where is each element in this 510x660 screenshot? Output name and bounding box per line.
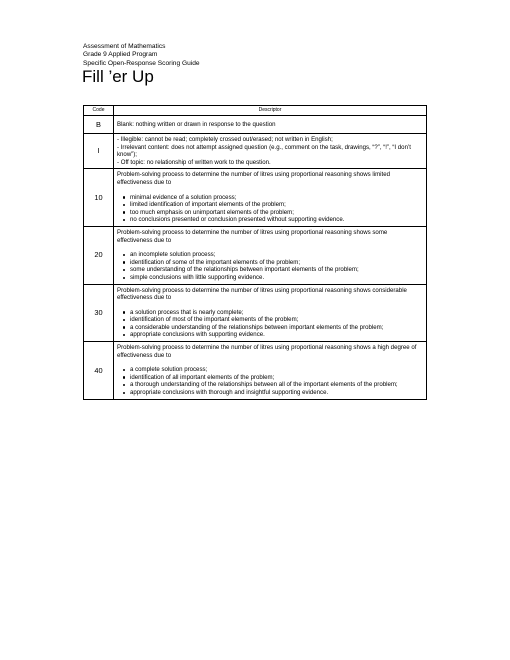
- criteria-item: identification of all important elements of the problem;: [130, 374, 423, 382]
- header-assessment: Assessment of Mathematics: [83, 43, 166, 50]
- score-code: 20: [84, 226, 114, 284]
- table-row: [84, 116, 427, 134]
- criteria-item: appropriate conclusions with supporting evidence.: [130, 331, 423, 339]
- descriptor-cell: [114, 169, 427, 227]
- criteria-item: identification of some of the important elements of the problem;: [130, 259, 423, 267]
- criteria-list: [117, 194, 423, 224]
- column-header-code: Code: [84, 106, 114, 116]
- table-row: [84, 169, 427, 227]
- table-row: [84, 134, 427, 169]
- criteria-item: appropriate conclusions with thorough and insightful supporting evidence.: [130, 389, 423, 397]
- criteria-list: [117, 309, 423, 339]
- descriptor-cell: [114, 342, 427, 400]
- descriptor-cell: [114, 134, 427, 169]
- descriptor-line: Blank: nothing written or drawn in response to the question: [117, 120, 276, 128]
- descriptor-cell: [114, 226, 427, 284]
- descriptor-line: - Illegible: cannot be read; completely crossed out/erased; not written in English;: [117, 136, 333, 143]
- header-grade: Grade 9 Applied Program: [83, 51, 158, 59]
- descriptor-cell: [114, 284, 427, 342]
- header-guide-type: Specific Open-Response Scoring Guide: [83, 59, 200, 67]
- criteria-item: some understanding of the relationships between important elements of the problem;: [130, 266, 423, 274]
- criteria-item: a solution process that is nearly complete;: [130, 309, 423, 317]
- criteria-item: simple conclusions with little supporting evidence.: [130, 274, 423, 282]
- criteria-item: limited identification of important elements of the problem;: [130, 201, 423, 209]
- table-header-row: [84, 106, 427, 116]
- criteria-list: [117, 366, 423, 396]
- score-code: I: [84, 134, 114, 169]
- criteria-list: [117, 251, 423, 281]
- descriptor-intro: Problem-solving process to determine the number of litres using proportional reasoning shows considerable effectiveness due to: [117, 286, 407, 302]
- criteria-item: a considerable understanding of the relationships between important elements of the problem;: [130, 324, 423, 332]
- score-code: 30: [84, 284, 114, 342]
- descriptor-intro: Problem-solving process to determine the number of litres using proportional reasoning shows limited effectiveness due to: [117, 171, 390, 186]
- criteria-item: a complete solution process;: [130, 366, 423, 374]
- document-header: [83, 43, 200, 68]
- criteria-item: an incomplete solution process;: [130, 251, 423, 259]
- criteria-item: no conclusions presented or conclusion presented without supporting evidence.: [130, 216, 423, 224]
- page-title: Fill ’er Up: [82, 67, 154, 86]
- criteria-item: too much emphasis on unimportant elements of the problem;: [130, 209, 423, 217]
- criteria-item: identification of most of the important elements of the problem;: [130, 316, 423, 324]
- criteria-item: minimal evidence of a solution process;: [130, 194, 423, 202]
- scoring-table: [83, 105, 427, 400]
- descriptor-intro: Problem-solving process to determine the number of litres using proportional reasoning shows some effectiveness due to: [117, 228, 388, 244]
- descriptor-line: - Irrelevant content: does not attempt assigned question (e.g., comment on the task, drawings, “?”, “!”, “I don’t know”);: [117, 143, 411, 159]
- table-row: [84, 342, 427, 400]
- descriptor-cell: [114, 116, 427, 134]
- column-header-descriptor: Descriptor: [114, 106, 427, 116]
- table-row: [84, 226, 427, 284]
- table-row: [84, 284, 427, 342]
- score-code: B: [84, 116, 114, 134]
- score-code: 40: [84, 342, 114, 400]
- descriptor-intro: Problem-solving process to determine the number of litres using proportional reasoning shows a high degree of effectiveness due to: [117, 344, 417, 359]
- score-code: 10: [84, 169, 114, 227]
- descriptor-line: - Off topic: no relationship of written work to the question.: [117, 158, 271, 166]
- criteria-item: a thorough understanding of the relationships between all of the important elements of the problem;: [130, 381, 423, 389]
